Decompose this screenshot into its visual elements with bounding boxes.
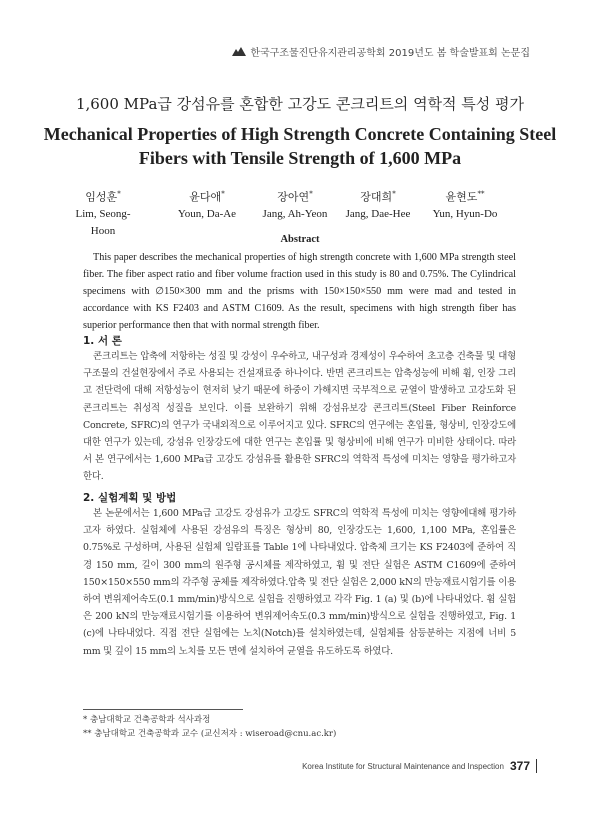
section-1-text: 콘크리트는 압축에 저항하는 성질 및 강성이 우수하고, 내구성과 경제성이 우수하여 초고층 건축물 및 대형구조물의 건설현장에서 주로 사용되는 건설재료중 하나이다. 반면 콘크리트는 압축성능에 비해 휨, 인장 그리고 전단력에 대해 저항성능이 현저히 낮기 때문에 하중이 가해지면 국부적으로 균열이 발생하고 고강도화 된 콘크리트는 취성적 성질을 보인다. 이를 보완하기 위해 강섬유보강 콘크리트(Steel Fiber Reinforce Concrete, SFRC)의 연구가 국내외적으로 이루어지고 있다. SFRC의 연구에는 혼입률, 형상비, 인장강도에 대한 연구가 있는데, 강섬유 인장강도에 대한 연구는 혼입률 및 형상비에 비해 연구가 미비한 상태이다. 따라서 본 연구에서는 1,600 MPa급 고강도 강섬유를 활용한 SFRC의 역학적 특성에 미치는 영향을 평가하고자 한다.	[83, 351, 516, 483]
page-footer	[302, 759, 537, 773]
page-number: 377	[509, 759, 530, 773]
title-english-line2: Fibers with Tensile Strength of 1,600 MPa	[138, 148, 462, 168]
author-1: 임성훈* Lim, Seong-Hoon	[75, 190, 131, 237]
title-korean: 1,600 MPa급 강섬유를 혼합한 고강도 콘크리트의 역학적 특성 평가	[75, 95, 525, 113]
title-english-line1: Mechanical Properties of High Strength Concrete Containing Steel	[43, 124, 557, 144]
footnote-divider	[83, 709, 243, 710]
author-4: 장대희* Jang, Dae-Hee	[345, 190, 411, 220]
running-header	[232, 44, 530, 59]
section-2-text: 본 논문에서는 1,600 MPa급 고강도 강섬유가 고강도 SFRC의 역학적 특성에 미치는 영향에대해 평가하고자 하였다. 실험체에 사용된 강섬유의 특징은 형상비 80, 인장강도는 1,600, 1,100 MPa, 혼입률은 0.75%로 구성하며, 사용된 실험체 일람표를 Table 1에 나타내었다. 압축체 크기는 KS F2403에 준하여 직경 150 mm, 길이 300 mm의 원주형 공시체를 제작하였고, 휨 및 전단 실험은 ASTM C1609에 준하여 150×150×550 mm의 각주형 공체를 제작하였다.압축 및 전단 실험은 2,000 kN의 만능재료시험기를 이용하여 변위제어속도(0.1 mm/min)방식으로 실험을 진행하였고 각각 Fig. 1 (a) 및 (b)에 나타내었다. 휨 실험은 200 kN의 만능재료시험기를 이용하여 변위제어속도(0.3 mm/min)방식으로 실험을 진행하였고, Fig. 1 (c)에 나타내었다. 직접 전단 실험에는 노치(Notch)를 설치하였는데, 실험체를 삼등분하는 지점에 너비 5 mm 및 깊이 15 mm의 노치를 모든 면에 설치하여 균열을 유도하도록 하였다.	[83, 508, 516, 657]
footer-divider	[536, 759, 537, 773]
footer-institute: Korea Institute for Structural Maintenance and Inspection	[302, 761, 504, 771]
journal-name: 한국구조물진단유지관리공학회 2019년도 봄 학술발표회 논문집	[250, 48, 530, 59]
abstract-heading: Abstract	[280, 234, 320, 245]
author-2: 윤다애* Youn, Da-Ae	[177, 190, 237, 220]
section-1-heading: 1. 서 론	[83, 335, 122, 347]
footnote-1: * 충남대학교 건축공학과 석사과정	[83, 715, 211, 725]
author-5: 윤현도** Yun, Hyun-Do	[432, 190, 498, 220]
author-3: 장아연* Jang, Ah-Yeon	[262, 190, 328, 220]
section-2-heading: 2. 실험계획 및 방법	[83, 492, 177, 504]
journal-logo-icon	[232, 47, 246, 57]
footnote-2: ** 충남대학교 건축공학과 교수 (교신저자 : wiseroad@cnu.ac.kr)	[83, 729, 337, 739]
abstract-text: This paper describes the mechanical properties of high strength concrete with 1,600 MPa strength steel fiber. The fiber aspect ratio and fiber volume fraction used in this study is 80 and 0.75%. The Cylindrical specimens with ∅150×300 mm and the prisms with 150×150×550 mm were mad and tested in accordance with KS F2403 and ASTM C1609. As the result, specimens with high strength fiber has superior performance then that with normal strength fiber.	[83, 252, 516, 331]
